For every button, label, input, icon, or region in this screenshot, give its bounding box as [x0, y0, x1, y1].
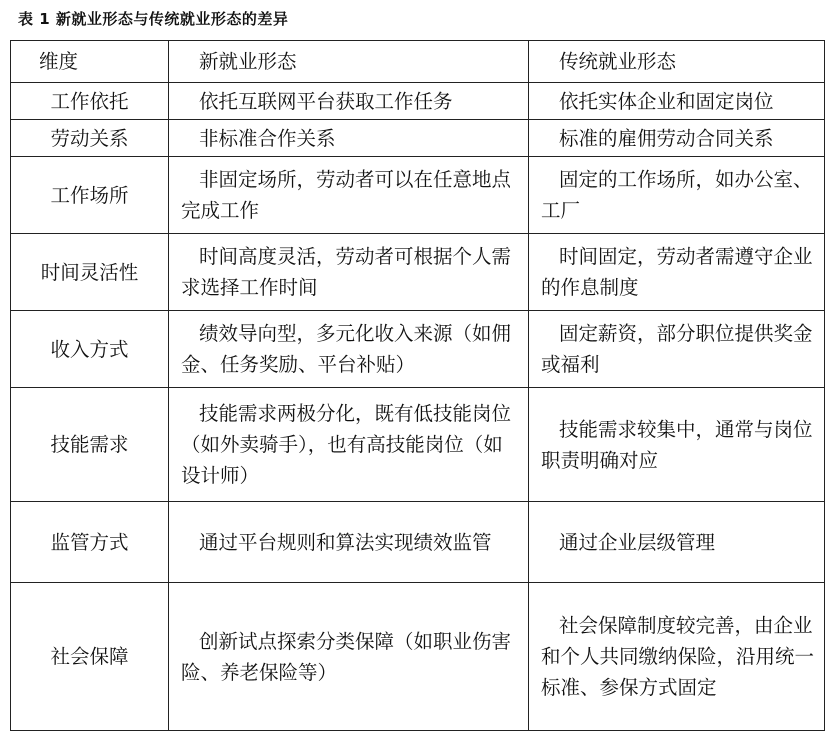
row-traditional-form: 通过企业层级管理	[529, 502, 825, 583]
row-new-form: 技能需求两极分化，既有低技能岗位（如外卖骑手），也有高技能岗位（如设计师）	[169, 388, 529, 502]
row-new-form: 非固定场所，劳动者可以在任意地点完成工作	[169, 157, 529, 234]
header-traditional-form: 传统就业形态	[529, 41, 825, 83]
row-new-form: 时间高度灵活，劳动者可根据个人需求选择工作时间	[169, 234, 529, 311]
table-row	[11, 234, 825, 311]
header-dimension: 维度	[11, 41, 169, 83]
row-dimension: 工作依托	[11, 83, 169, 120]
row-dimension: 监管方式	[11, 502, 169, 583]
table-row	[11, 583, 825, 731]
row-traditional-form: 固定薪资，部分职位提供奖金或福利	[529, 311, 825, 388]
table-row	[11, 502, 825, 583]
row-traditional-form: 技能需求较集中，通常与岗位职责明确对应	[529, 388, 825, 502]
row-new-form: 创新试点探索分类保障（如职业伤害险、养老保险等）	[169, 583, 529, 731]
row-dimension: 工作场所	[11, 157, 169, 234]
row-new-form: 绩效导向型，多元化收入来源（如佣金、任务奖励、平台补贴）	[169, 311, 529, 388]
header-new-form: 新就业形态	[169, 41, 529, 83]
table-row	[11, 388, 825, 502]
table-header-row	[11, 41, 825, 83]
row-dimension: 技能需求	[11, 388, 169, 502]
row-dimension: 社会保障	[11, 583, 169, 731]
row-traditional-form: 时间固定，劳动者需遵守企业的作息制度	[529, 234, 825, 311]
row-traditional-form: 固定的工作场所，如办公室、工厂	[529, 157, 825, 234]
table-row	[11, 83, 825, 120]
table-row	[11, 311, 825, 388]
row-new-form: 非标准合作关系	[169, 120, 529, 157]
row-new-form: 通过平台规则和算法实现绩效监管	[169, 502, 529, 583]
row-dimension: 时间灵活性	[11, 234, 169, 311]
row-traditional-form: 依托实体企业和固定岗位	[529, 83, 825, 120]
table-row	[11, 120, 825, 157]
table-row	[11, 157, 825, 234]
row-dimension: 收入方式	[11, 311, 169, 388]
comparison-table	[10, 40, 825, 731]
row-new-form: 依托互联网平台获取工作任务	[169, 83, 529, 120]
row-dimension: 劳动关系	[11, 120, 169, 157]
row-traditional-form: 标准的雇佣劳动合同关系	[529, 120, 825, 157]
row-traditional-form: 社会保障制度较完善，由企业和个人共同缴纳保险，沿用统一标准、参保方式固定	[529, 583, 825, 731]
table-caption: 表 1 新就业形态与传统就业形态的差异	[18, 10, 289, 28]
